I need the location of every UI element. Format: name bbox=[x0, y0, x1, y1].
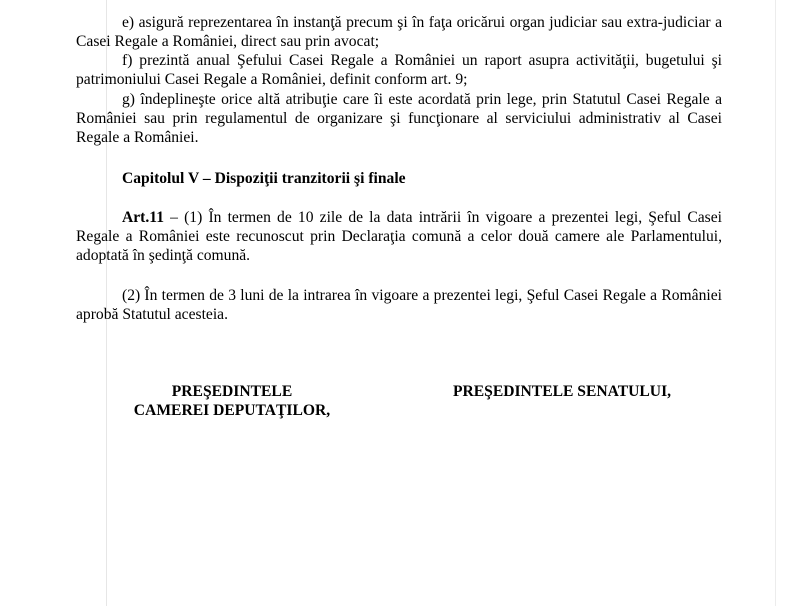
list-item-f: f) prezintă anual Şefului Casei Regale a României un raport asupra activităţii, bugetului şi patrimoniului Casei Regale a României, definit conform art. 9; bbox=[76, 52, 722, 88]
article-label: Art.11 bbox=[122, 209, 165, 226]
signature-chamber-line-2: CAMEREI DEPUTAŢILOR, bbox=[133, 402, 331, 419]
article-11-paragraph-1-text: – (1) În termen de 10 zile de la data intrării în vigoare a prezentei legi, Şeful Casei Regale a României este recunoscut prin Declaraţia comună a celor două camere ale Parlamentului, adoptată în şedinţă comună. bbox=[76, 209, 722, 264]
article-11-paragraph-1 bbox=[76, 208, 722, 265]
signature-chamber-president bbox=[116, 382, 348, 420]
chapter-heading: Capitolul V – Dispoziţii tranzitorii şi finale bbox=[122, 170, 406, 187]
article-11-paragraph-2: (2) În termen de 3 luni de la intrarea în vigoare a prezentei legi, Şeful Casei Regale a României aprobă Statutul acesteia. bbox=[76, 287, 722, 323]
list-item-g: g) îndeplineşte orice altă atribuţie care îi este acordată prin lege, prin Statutul Casei Regale a României sau prin regulamentul de organizare şi funcţionare al serviciului administrativ al Casei Regale a României. bbox=[76, 91, 722, 146]
signature-chamber-line-1: PREŞEDINTELE bbox=[171, 383, 293, 400]
signature-senate-line: PREŞEDINTELE SENATULUI, bbox=[452, 383, 672, 400]
signature-senate-president bbox=[432, 382, 692, 401]
list-item-e: e) asigură reprezentarea în instanţă precum şi în faţa oricărui organ judiciar sau extra-judiciar a Casei Regale a României, direct sau prin avocat; bbox=[76, 14, 722, 50]
margin-rule-right bbox=[775, 0, 776, 606]
